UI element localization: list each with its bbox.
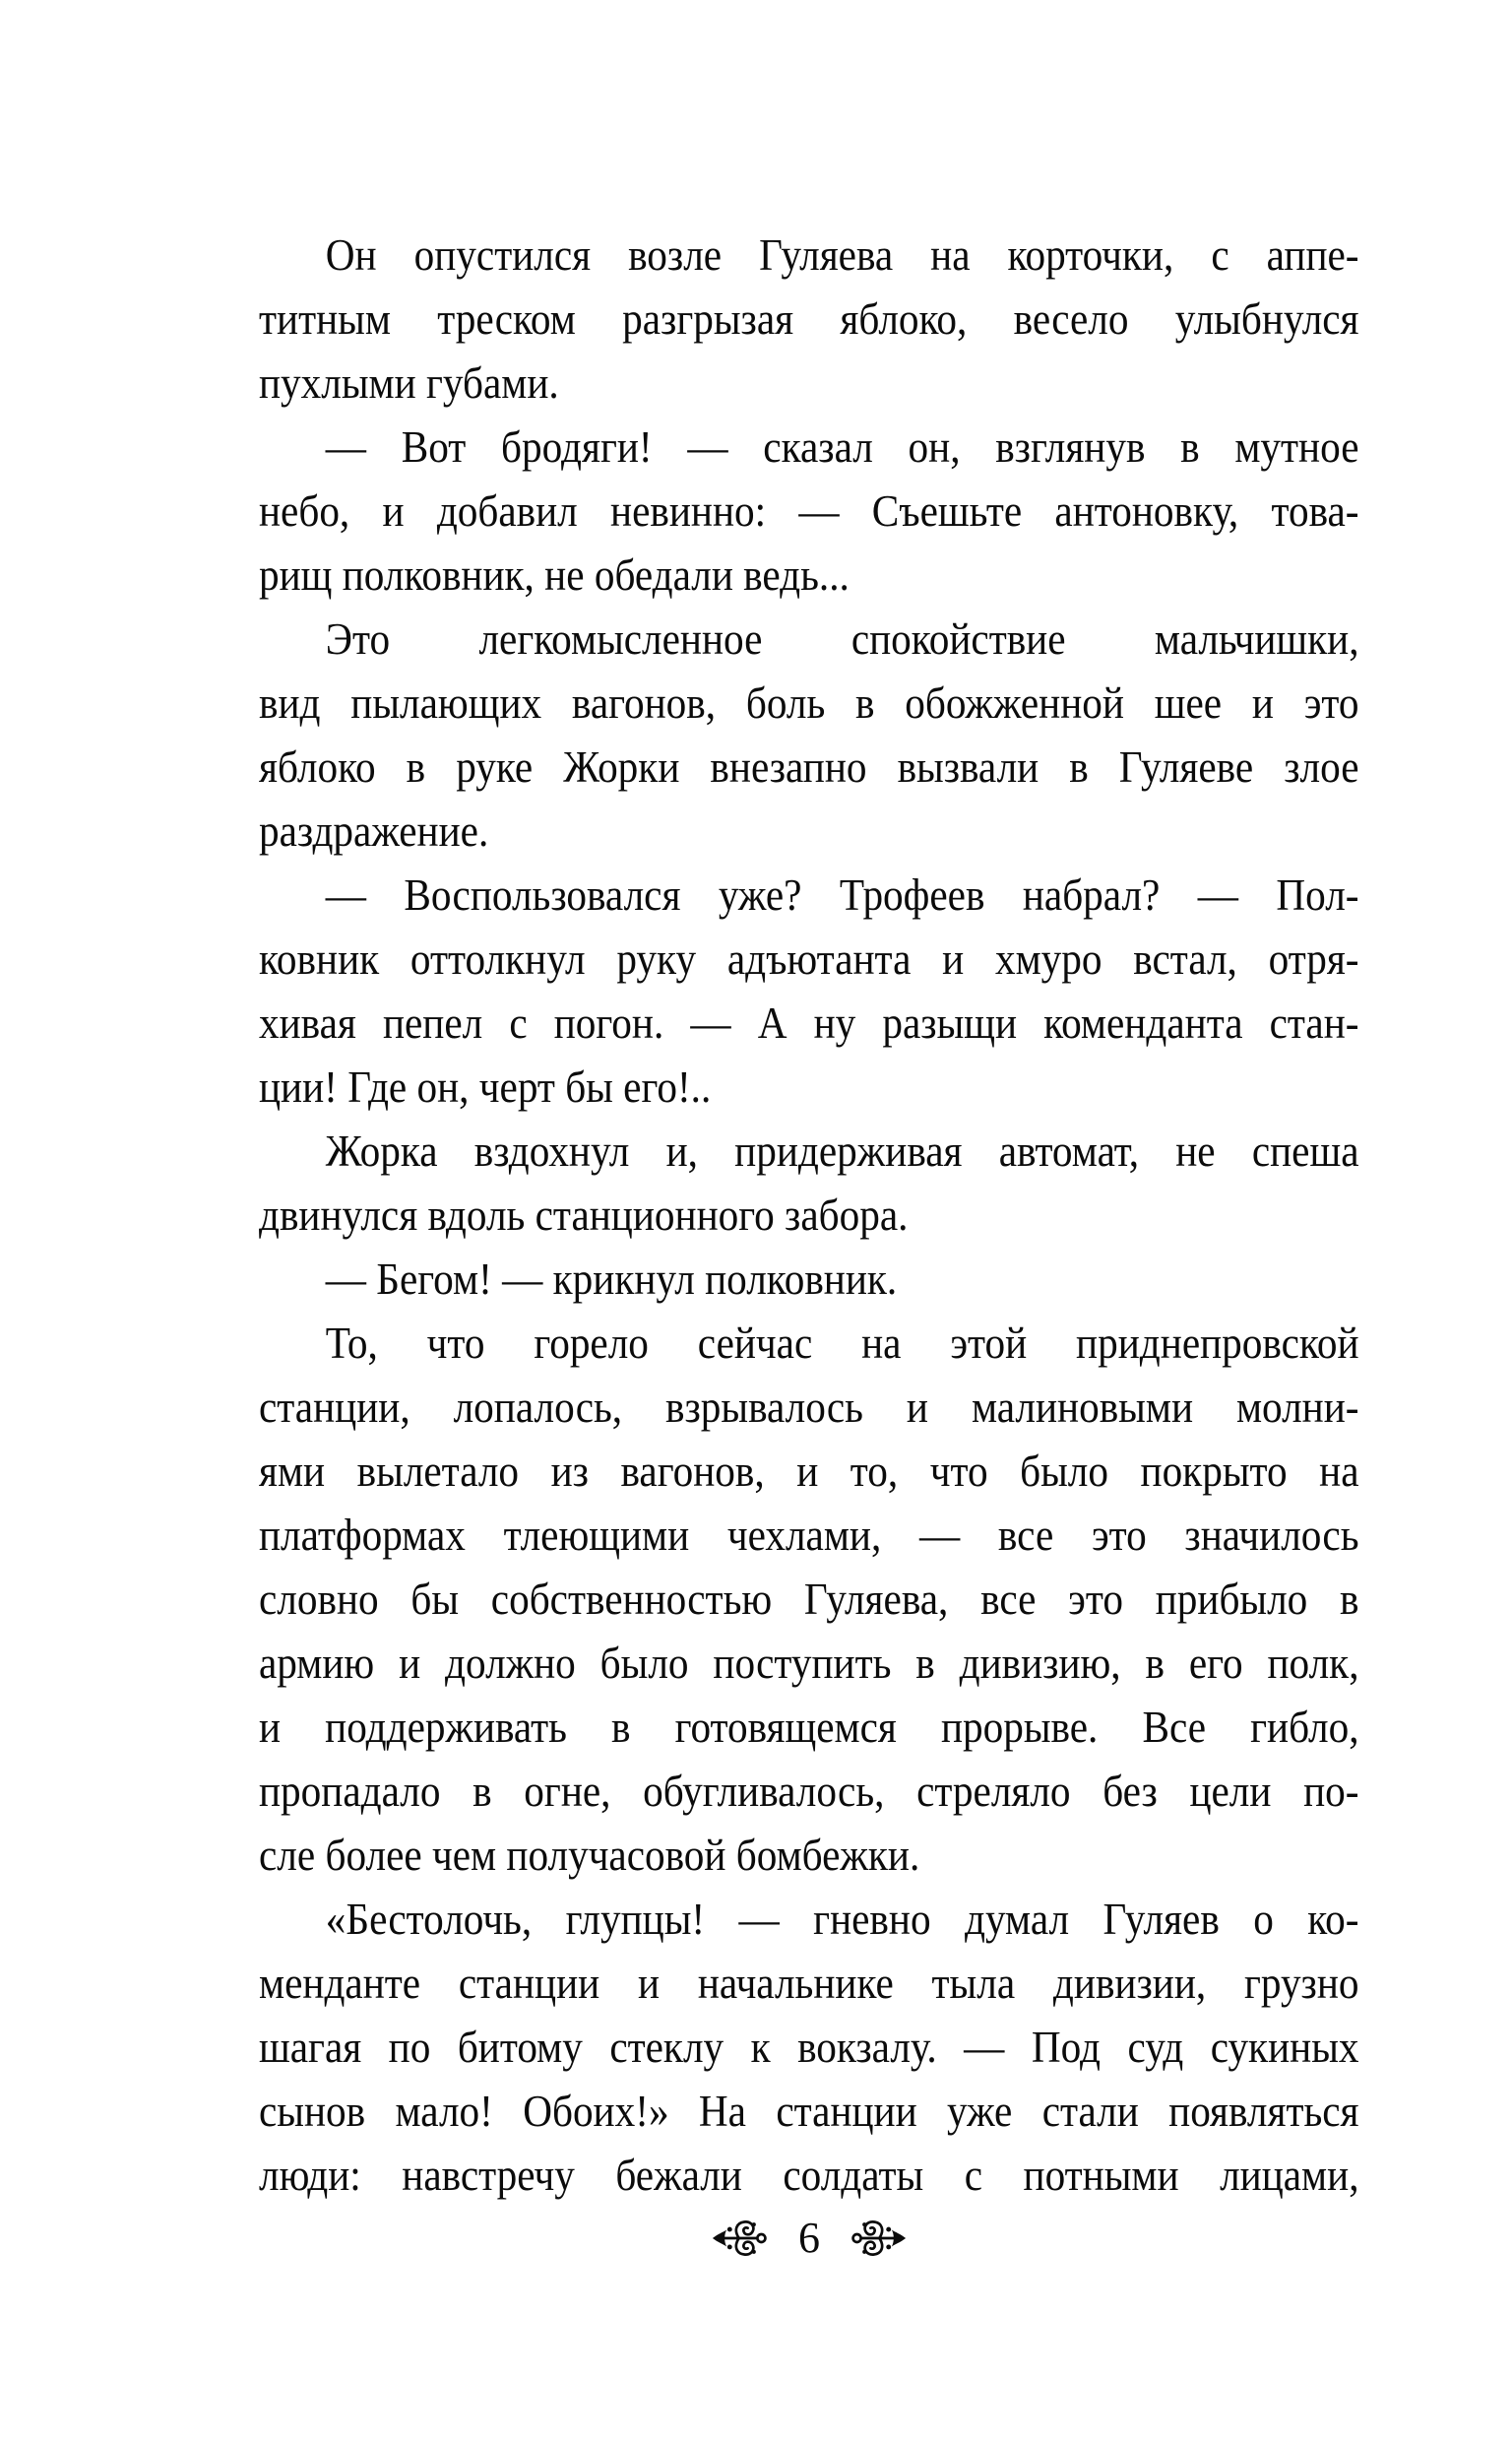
text-line: станции, лопалось, взрывалось и малиновыми молни- (259, 1382, 1359, 1432)
text-line: ции! Где он, черт бы его!.. (259, 1062, 712, 1112)
text-line: — Бегом! — крикнул полковник. (325, 1254, 898, 1304)
page-text (259, 224, 1460, 2208)
text-line: вид пылающих вагонов, боль в обожженной шее и это (259, 678, 1359, 728)
text-line: двинулся вдоль станционного забора. (259, 1190, 909, 1240)
text-line: сле более чем получасовой бомбежки. (259, 1831, 920, 1880)
text-line: пухлыми губами. (259, 358, 559, 408)
text-line: ями вылетало из вагонов, и то, что было покрыто на (259, 1447, 1359, 1496)
page-footer (259, 2208, 1359, 2269)
text-line: Жорка вздохнул и, придерживая автомат, не спеша (325, 1126, 1359, 1176)
text-line: рищ полковник, не обедали ведь... (259, 550, 850, 600)
page-number: 6 (798, 2214, 820, 2262)
text-line: Он опустился возле Гуляева на корточки, с аппе- (325, 230, 1359, 280)
text-line: небо, и добавил невинно: — Съешьте антоновку, това- (259, 486, 1359, 536)
text-line: То, что горело сейчас на этой приднепровской (325, 1318, 1359, 1368)
text-line: «Бестолочь, глупцы! — гневно думал Гуляев о ко- (325, 1895, 1359, 1944)
text-line: шагая по битому стеклу к вокзалу. — Под суд сукиных (259, 2023, 1359, 2072)
fleuron-left-icon (712, 2216, 769, 2261)
text-line: — Вот бродяги! — сказал он, взглянув в мутное (325, 422, 1359, 472)
text-line: и поддерживать в готовящемся прорыве. Все гибло, (259, 1703, 1359, 1752)
text-line: сынов мало! Обоих!» На станции уже стали появляться (259, 2087, 1359, 2136)
text-line: пропадало в огне, обугливалось, стреляло без цели по- (259, 1767, 1359, 1816)
text-line: люди: навстречу бежали солдаты с потными лицами, (259, 2151, 1359, 2200)
text-line: армию и должно было поступить в дивизию, в его полк, (259, 1639, 1359, 1688)
text-line: менданте станции и начальнике тыла дивизии, грузно (259, 1959, 1359, 2008)
text-line: словно бы собственностью Гуляева, все это прибыло в (259, 1575, 1359, 1624)
text-line: хивая пепел с погон. — А ну разыщи коменданта стан- (259, 998, 1359, 1048)
text-line: — Воспользовался уже? Трофеев набрал? — Пол- (325, 870, 1359, 920)
text-line: Это легкомысленное спокойствие мальчишки, (325, 614, 1359, 664)
text-line: яблоко в руке Жорки внезапно вызвали в Гуляеве злое (259, 742, 1359, 792)
fleuron-right-icon (850, 2216, 907, 2261)
text-line: раздражение. (259, 806, 489, 856)
text-line: ковник оттолкнул руку адъютанта и хмуро встал, отря- (259, 934, 1359, 984)
text-line: платформах тлеющими чехлами, — все это значилось (259, 1511, 1359, 1560)
text-line: титным треском разгрызая яблоко, весело улыбнулся (259, 294, 1359, 344)
